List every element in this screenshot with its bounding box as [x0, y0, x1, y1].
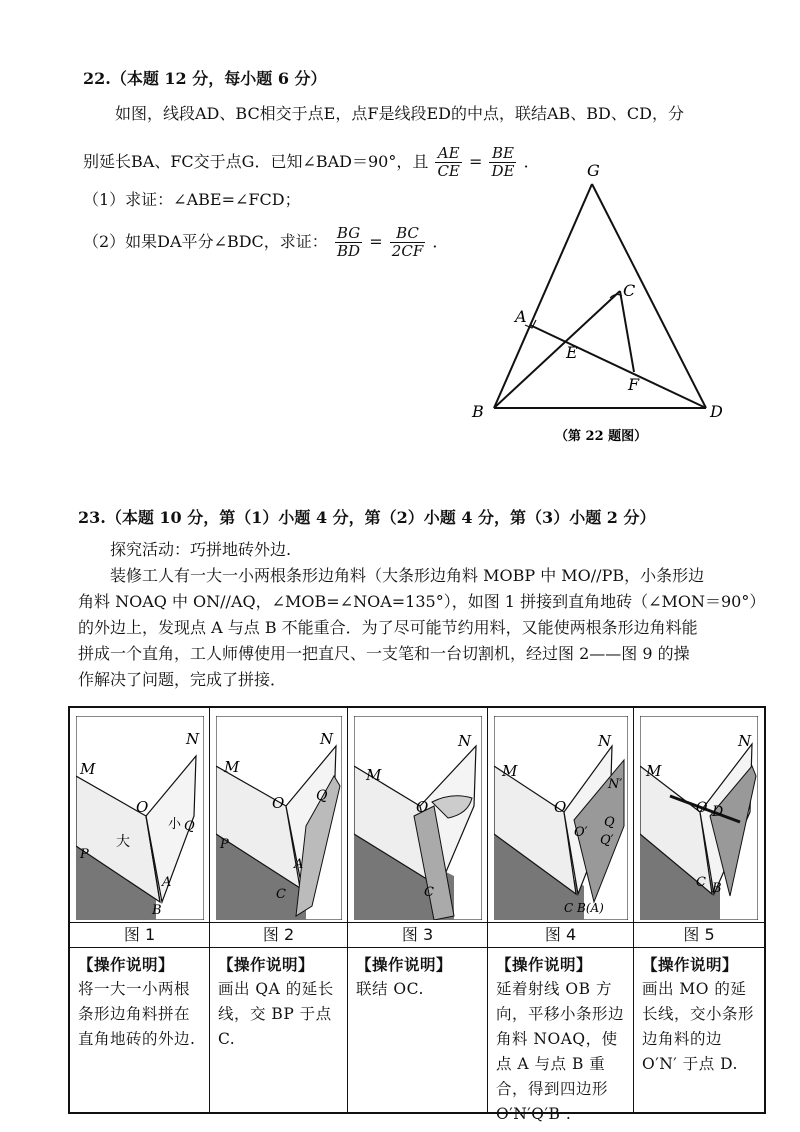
- q22-part2: [83, 222, 448, 262]
- period: ．: [432, 232, 449, 251]
- label-d: D: [710, 402, 723, 421]
- label-o: O: [272, 794, 285, 812]
- fraction-numerator: AE: [435, 145, 461, 163]
- label-o: O: [696, 800, 708, 816]
- fraction-denominator: CE: [437, 162, 460, 180]
- label-n-prime: N′: [608, 777, 623, 792]
- line-gd: [592, 184, 706, 408]
- label-m: M: [502, 762, 518, 780]
- label-m: M: [80, 760, 96, 778]
- q22-part2-text: （2）如果DA平分∠BDC，求证：: [83, 232, 328, 251]
- q22-heading: 22.（本题 12 分，每小题 6 分）: [83, 69, 327, 88]
- fraction-denominator: DE: [491, 162, 515, 180]
- label-q-prime: Q′: [600, 833, 614, 848]
- label-d: D: [712, 804, 724, 820]
- table-column-fig5: [634, 708, 764, 1112]
- caption-fig3: 图 3: [348, 922, 487, 948]
- label-o: O: [136, 798, 149, 816]
- label-f: F: [628, 375, 640, 394]
- q23-para-line3: 的外边上，发现点 A 与点 B 不能重合．为了尽可能节约用料，又能使两根条形边角料能: [78, 618, 698, 637]
- label-n: N: [598, 732, 612, 750]
- label-m: M: [366, 766, 382, 784]
- equals-sign: =: [468, 152, 483, 171]
- q22-fraction-bc-2cf: [390, 225, 425, 260]
- label-p: P: [80, 847, 89, 862]
- label-q: Q: [184, 819, 195, 834]
- caption-fig5: 图 5: [634, 922, 764, 948]
- photo-fig1: [76, 716, 204, 920]
- caption-fig4: 图 4: [488, 922, 633, 948]
- note-text: 联结 OC.: [356, 980, 424, 998]
- photo-fig2: [216, 716, 342, 920]
- q23-figure-table: [68, 706, 766, 1123]
- label-c: C: [696, 875, 706, 890]
- note-fig5: [642, 952, 758, 1077]
- q22-fraction-ae-ce: [435, 145, 461, 180]
- note-fig4: [496, 952, 627, 1127]
- figure-caption: （第 22 题图）: [555, 429, 648, 444]
- label-b: B: [152, 903, 162, 918]
- table-column-fig3: [348, 708, 488, 1112]
- equals-sign: =: [369, 232, 383, 251]
- table-column-fig4: [488, 708, 634, 1123]
- note-fig3: [356, 952, 481, 1002]
- q23-heading: 23.（本题 10 分，第（1）小题 4 分，第（2）小题 4 分，第（3）小题 2 分）: [78, 508, 656, 527]
- q23-para-line1: 装修工人有一大一小两根条形边角料（大条形边角料 MOBP 中 MO//PB，小条形边: [110, 566, 705, 585]
- q23-topic: 探究活动：巧拼地砖外边.: [110, 540, 292, 559]
- caption-fig1: 图 1: [70, 922, 209, 948]
- fraction-denominator: 2CF: [391, 242, 424, 260]
- caption-fig2: 图 2: [210, 922, 347, 948]
- label-b: B: [712, 881, 722, 896]
- label-n: N: [186, 730, 200, 748]
- note-text: 延着射线 OB 方向，平移小条形边角料 NOAQ，使点 A 与点 B 重合，得到四边形 O′N′Q′B .: [496, 980, 625, 1123]
- label-g: G: [587, 161, 600, 180]
- photo-fig4: [494, 716, 628, 920]
- fraction-numerator: BC: [390, 225, 425, 243]
- label-q: Q: [316, 788, 328, 804]
- table-column-fig1: [70, 708, 210, 1112]
- fraction-numerator: BG: [336, 224, 361, 242]
- q23-para-line2: 角料 NOAQ 中 ON//AQ，∠MOB=∠NOA=135°），如图 1 拼接到直角地砖（∠MON＝90°）: [78, 592, 766, 611]
- label-c: C: [623, 281, 636, 300]
- line-cf: [620, 291, 634, 372]
- note-title: 【操作说明】: [642, 955, 739, 974]
- photo-fig5: [640, 716, 758, 920]
- label-a: A: [162, 875, 172, 890]
- label-m: M: [646, 762, 662, 780]
- fraction-denominator: BD: [337, 242, 361, 260]
- label-q: Q: [604, 815, 615, 830]
- label-a: A: [515, 307, 527, 326]
- table-column-fig2: [210, 708, 348, 1112]
- label-small: 小: [168, 817, 182, 832]
- note-title: 【操作说明】: [78, 955, 175, 974]
- period: ．: [523, 152, 540, 171]
- q23-para-line5: 作解决了问题，完成了拼接．: [78, 670, 287, 689]
- q22-part1: （1）求证：∠ABE=∠FCD；: [83, 190, 301, 209]
- note-fig1: [78, 952, 203, 1052]
- label-n: N: [738, 732, 752, 750]
- note-text: 画出 QA 的延长线，交 BP 于点 C.: [218, 980, 334, 1048]
- label-n: N: [458, 732, 472, 750]
- q22-figure: [460, 158, 740, 448]
- line-ad: [530, 325, 706, 408]
- label-c: C: [276, 887, 286, 902]
- label-b: B: [472, 402, 484, 421]
- photo-fig3: [354, 716, 482, 920]
- label-o: O: [416, 798, 429, 816]
- label-e: E: [566, 343, 578, 362]
- fraction-numerator: BE: [489, 145, 516, 163]
- label-m: M: [224, 758, 240, 776]
- label-p: P: [220, 837, 229, 852]
- label-big: 大: [116, 834, 130, 850]
- q23-para-line4: 拼成一个直角，工人师傅使用一把直尺、一支笔和一台切割机，经过图 2——图 9 的操: [78, 644, 690, 663]
- label-c: C: [424, 885, 434, 900]
- q22-fraction-bg-bd: [335, 225, 362, 260]
- note-title: 【操作说明】: [496, 955, 593, 974]
- q22-line1: 如图，线段AD、BC相交于点E，点F是线段ED的中点，联结AB、BD、CD，分: [115, 104, 684, 123]
- line-bc: [494, 291, 620, 408]
- note-text: 将一大一小两根条形边角料拼在直角地砖的外边.: [78, 980, 196, 1048]
- label-a: A: [294, 857, 304, 872]
- label-n: N: [320, 730, 334, 748]
- note-text: 画出 MO 的延长线，交小条形边角料的边 O′N′ 于点 D.: [642, 980, 755, 1073]
- note-title: 【操作说明】: [356, 955, 453, 974]
- note-title: 【操作说明】: [218, 955, 315, 974]
- label-c-b-a: C B(A): [564, 901, 604, 915]
- label-o-prime: O′: [574, 825, 588, 840]
- note-fig2: [218, 952, 341, 1052]
- line-bg: [494, 184, 592, 408]
- q22-line2-text: 别延长BA、FC交于点G．已知∠BAD＝90°，且: [83, 152, 429, 171]
- label-o: O: [554, 798, 567, 816]
